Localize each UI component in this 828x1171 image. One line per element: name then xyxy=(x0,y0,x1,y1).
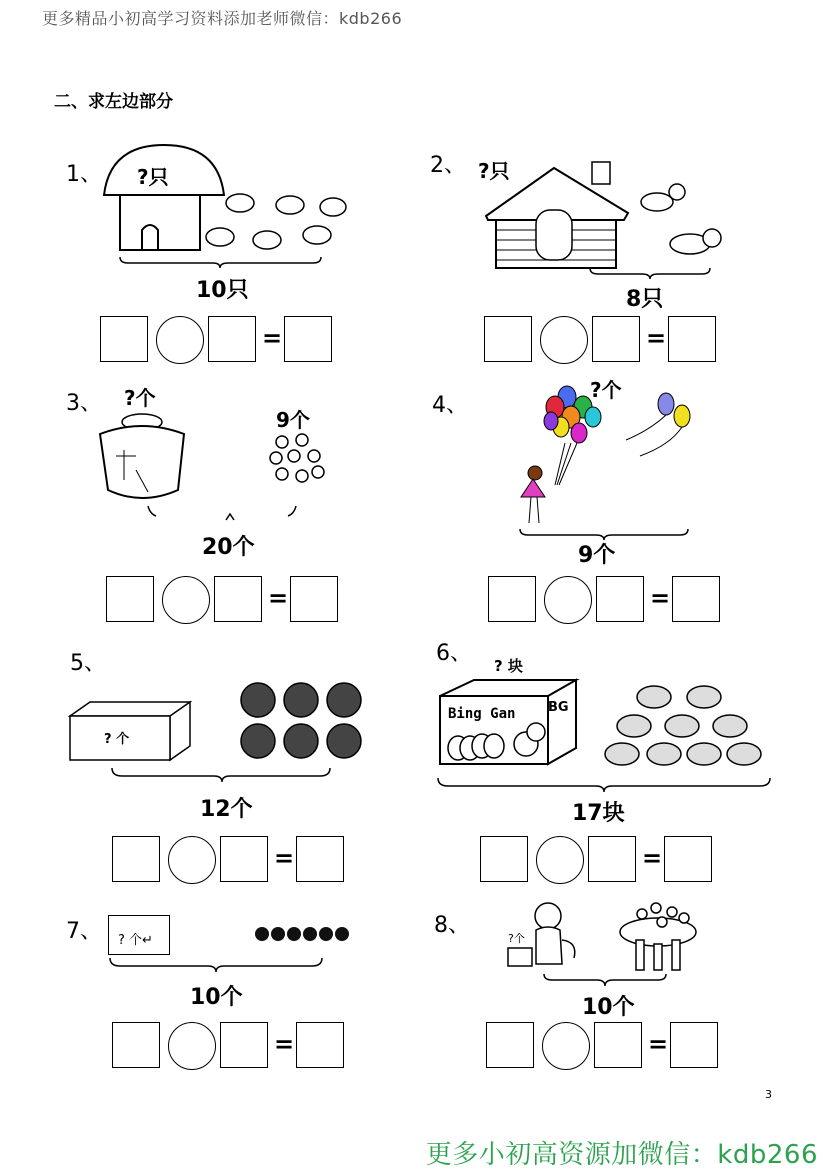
question-label: ?个 xyxy=(590,378,622,402)
bracket xyxy=(436,776,772,794)
answer-box-2[interactable] xyxy=(214,576,262,622)
operator-circle[interactable] xyxy=(162,576,210,624)
mushrooms-illustration xyxy=(268,432,328,492)
problem-number: 1、 xyxy=(66,162,102,187)
answer-box-3[interactable] xyxy=(290,576,338,622)
total-label: 8只 xyxy=(626,287,664,312)
question-label: ? 块 xyxy=(494,657,523,675)
question-label: ?个 xyxy=(124,386,156,410)
total-label: 9个 xyxy=(578,543,616,568)
equals-sign: = xyxy=(268,584,289,612)
answer-box-1[interactable] xyxy=(484,316,532,362)
header-watermark: 更多精品小初高学习资料添加老师微信：kdb266 xyxy=(42,9,403,28)
operator-circle[interactable] xyxy=(536,836,584,884)
total-label: 12个 xyxy=(200,797,253,822)
answer-box-3[interactable] xyxy=(296,836,344,882)
question-label: ?只 xyxy=(137,165,169,189)
question-label: ? 个 xyxy=(104,732,130,747)
answer-box-1[interactable] xyxy=(112,836,160,882)
answer-box-2[interactable] xyxy=(588,836,636,882)
equals-sign: = xyxy=(650,584,671,612)
equals-sign: = xyxy=(648,1030,669,1058)
problem-number: 7、 xyxy=(66,919,102,944)
operator-circle[interactable] xyxy=(168,1022,216,1070)
answer-box-2[interactable] xyxy=(592,316,640,362)
total-label: 10只 xyxy=(196,278,249,303)
problem-number: 8、 xyxy=(434,913,470,938)
two-balloons-illustration xyxy=(620,390,695,460)
operator-circle[interactable] xyxy=(540,316,588,364)
bracket xyxy=(588,266,712,280)
box-brand-text: Bing Gan xyxy=(448,706,516,722)
answer-box-2[interactable] xyxy=(220,1022,268,1068)
problem-number: 3、 xyxy=(66,391,102,416)
answer-box-1[interactable] xyxy=(106,576,154,622)
chicks-illustration xyxy=(205,185,355,255)
answer-box-2[interactable] xyxy=(594,1022,642,1068)
total-label: 17块 xyxy=(572,801,625,826)
answer-box-3[interactable] xyxy=(672,576,720,622)
answer-box-1[interactable] xyxy=(480,836,528,882)
answer-box-3[interactable] xyxy=(664,836,712,882)
answer-box-1[interactable] xyxy=(488,576,536,622)
answer-box-2[interactable] xyxy=(208,316,256,362)
dots-illustration xyxy=(254,926,354,942)
box-illustration xyxy=(70,700,192,764)
equals-sign: = xyxy=(274,844,295,872)
section-title: 二、求左边部分 xyxy=(54,92,173,112)
operator-circle[interactable] xyxy=(542,1022,590,1070)
total-label: 10个 xyxy=(190,985,243,1010)
operator-circle[interactable] xyxy=(168,836,216,884)
girl-with-balloons-illustration xyxy=(505,385,610,530)
balls-illustration xyxy=(240,682,366,760)
answer-box-3[interactable] xyxy=(670,1022,718,1068)
equals-sign: = xyxy=(262,324,283,352)
problem-number: 2、 xyxy=(430,153,466,178)
known-label: 9个 xyxy=(276,408,310,432)
problem-number: 4、 xyxy=(432,393,468,418)
monkey-illustration xyxy=(504,900,584,972)
doghouse-illustration xyxy=(484,158,634,270)
operator-circle[interactable] xyxy=(156,316,204,364)
equals-sign: = xyxy=(274,1030,295,1058)
answer-box-3[interactable] xyxy=(668,316,716,362)
dogs-illustration xyxy=(632,180,727,265)
table-with-apples-illustration xyxy=(618,900,700,976)
biscuits-illustration xyxy=(604,684,762,768)
problem-number: 5、 xyxy=(70,651,106,676)
box-side-text: BG xyxy=(548,700,569,715)
answer-box-3[interactable] xyxy=(284,316,332,362)
bracket xyxy=(108,956,324,974)
answer-box-3[interactable] xyxy=(296,1022,344,1068)
answer-box-2[interactable] xyxy=(596,576,644,622)
answer-box-1[interactable] xyxy=(100,316,148,362)
equals-sign: = xyxy=(642,844,663,872)
answer-box-1[interactable] xyxy=(112,1022,160,1068)
bracket xyxy=(146,504,298,524)
equals-sign: = xyxy=(646,324,667,352)
bracket xyxy=(118,255,323,269)
biscuit-box-illustration xyxy=(438,678,578,768)
footer-watermark: 更多小初高资源加微信：kdb266 xyxy=(425,1140,818,1170)
answer-box-1[interactable] xyxy=(486,1022,534,1068)
page-number: 3 xyxy=(765,1088,772,1101)
operator-circle[interactable] xyxy=(544,576,592,624)
answer-box-2[interactable] xyxy=(220,836,268,882)
question-label: ?只 xyxy=(478,159,510,183)
total-label: 20个 xyxy=(202,535,255,560)
basket-illustration xyxy=(96,410,188,502)
bracket xyxy=(542,972,668,988)
bracket xyxy=(110,766,332,784)
question-label: ?个 xyxy=(508,932,525,945)
problem-number: 6、 xyxy=(436,641,472,666)
question-label: ? 个↵ xyxy=(118,933,153,948)
total-label: 10个 xyxy=(582,995,635,1020)
